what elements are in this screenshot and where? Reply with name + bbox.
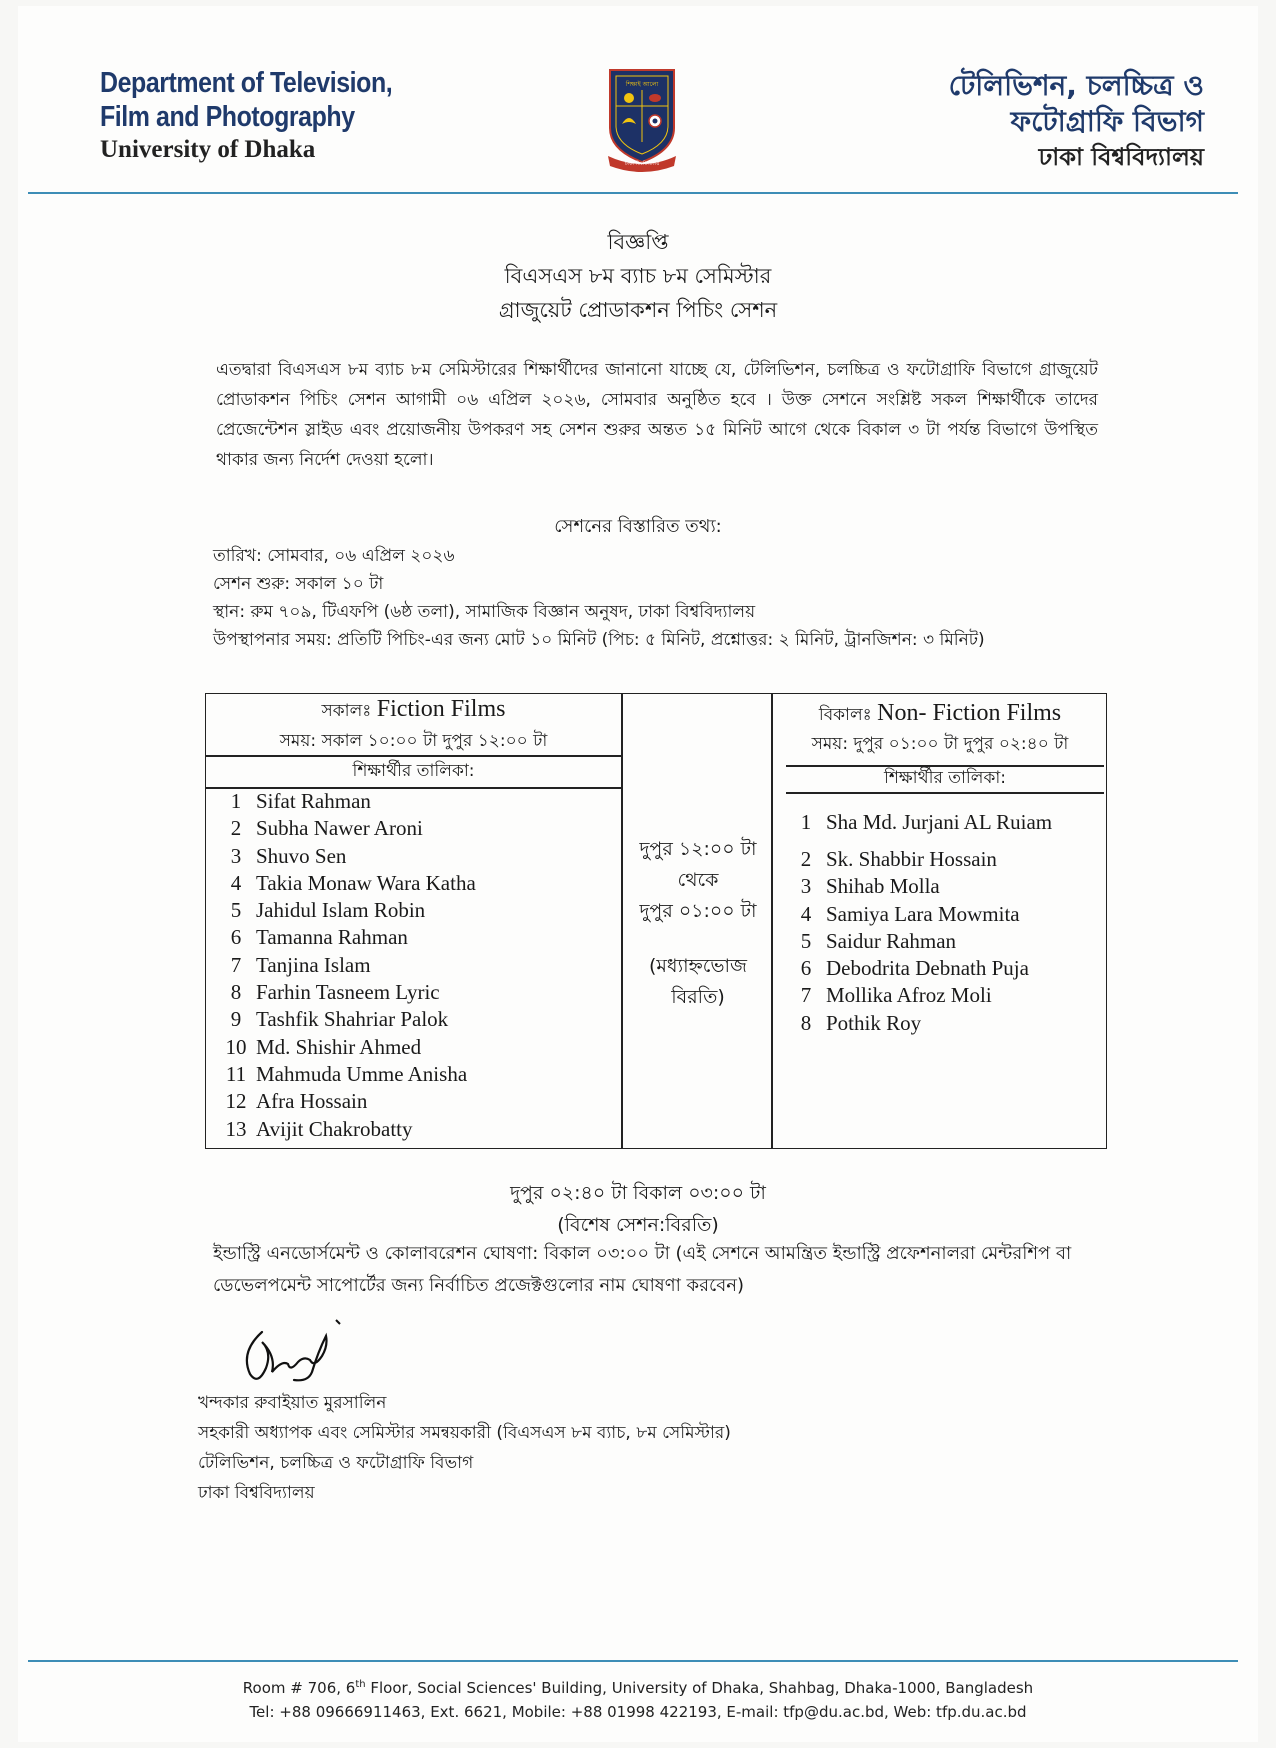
dept-name-bn-line2: ফটোগ্রাফি বিভাগ: [1010, 105, 1204, 138]
student-row: [786, 873, 1086, 900]
break-end: দুপুর ০১:০০ টা: [639, 900, 757, 922]
student-row: [216, 788, 616, 815]
student-name: Sifat Rahman: [256, 789, 371, 813]
student-row: [216, 897, 616, 924]
student-row: [786, 955, 1086, 982]
student-row: [216, 1088, 616, 1115]
student-number: 11: [225, 1061, 247, 1086]
student-row: [216, 979, 616, 1006]
dept-name-en-line1: Department of Television,: [100, 67, 393, 99]
morning-label-en: Fiction Films: [376, 696, 506, 722]
student-row: [216, 1061, 616, 1088]
student-number: 1: [800, 810, 812, 834]
logo-motto: শিক্ষাই আলো: [625, 81, 659, 88]
student-number: 8: [230, 980, 242, 1005]
detail-venue: স্থান: রুম ৭০৯, টিএফপি (৬ষ্ঠ তলা), সামাজিক বিজ্ঞান অনুষদ, ঢাকা বিশ্ববিদ্যালয়: [213, 602, 756, 622]
afternoon-label-en: Non- Fiction Films: [877, 700, 1062, 726]
student-row: [786, 846, 1086, 873]
break-from: থেকে: [677, 869, 719, 891]
student-number: 2: [230, 816, 242, 841]
student-row: [786, 1010, 1086, 1037]
notice-subtitle-session: গ্রাজুয়েট প্রোডাকশন পিচিং সেশন: [498, 298, 778, 322]
notice-titles: [0, 225, 1276, 327]
notice-body: এতদ্বারা বিএসএস ৮ম ব্যাচ ৮ম সেমিস্টারের শিক্ষার্থীদের জানানো যাচ্ছে যে, টেলিভিশন, চলচ্চিত্র ও ফটোগ্রাফি বিভাগে গ্রাজুয়েট প্রোডাকশন পিচিং সেশন আগামী ০৬ এপ্রিল ২০২৬, সোমবার অনুষ্ঠিত হবে । উক্ত সেশনে সংশ্লিষ্ট সকল শিক্ষার্থীকে তাদের প্রেজেন্টেশন স্লাইড এবং প্রয়োজনীয় উপকরণ সহ সেশন শুরুর অন্তত ১৫ মিনিট আগে থেকে বিকাল ৩ টা পর্যন্ত বিভাগে উপস্থিত থাকার জন্য নির্দেশ দেওয়া হলো।: [216, 360, 1098, 470]
student-row: [786, 901, 1086, 928]
university-name-bn: ঢাকা বিশ্ববিদ্যালয়: [1038, 143, 1204, 171]
morning-header: [206, 696, 621, 756]
student-name: Mollika Afroz Moli: [826, 983, 992, 1008]
student-row: [216, 952, 616, 979]
detail-date: তারিখ: সোমবার, ০৬ এপ্রিল ২০২৬: [213, 546, 455, 566]
session-details: [213, 542, 1113, 654]
university-name-en: University of Dhaka: [100, 136, 316, 163]
student-number: 7: [230, 952, 242, 977]
signatory-department: টেলিভিশন, চলচ্চিত্র ও ফটোগ্রাফি বিভাগ: [198, 1453, 474, 1473]
detail-start: সেশন শুরু: সকাল ১০ টা: [213, 574, 384, 594]
header-divider: [28, 192, 1238, 194]
morning-time: সময়: সকাল ১০:০০ টা দুপুর ১২:০০ টা: [279, 731, 548, 751]
student-row: [786, 798, 1086, 846]
morning-label-bn: সকালঃ: [321, 701, 372, 721]
student-name: Afra Hossain: [256, 1089, 368, 1114]
header-bengali: [764, 68, 1204, 174]
morning-student-list: [216, 788, 616, 1143]
signatory-university: ঢাকা বিশ্ববিদ্যালয়: [198, 1483, 315, 1503]
student-row: [216, 870, 616, 897]
student-row: [786, 928, 1086, 955]
header-english: [100, 66, 520, 164]
student-number: 10: [225, 1034, 247, 1059]
student-name: Saidur Rahman: [826, 928, 957, 953]
student-name: Mahmuda Umme Anisha: [256, 1061, 468, 1086]
special-session: [0, 1177, 1276, 1241]
student-number: 4: [800, 901, 812, 926]
afternoon-header: [774, 700, 1106, 759]
morning-list-heading: শিক্ষার্থীর তালিকা:: [352, 761, 475, 781]
student-number: 4: [230, 870, 242, 895]
student-number: 13: [225, 1116, 247, 1141]
afternoon-student-list: [786, 798, 1086, 1037]
afternoon-time: সময়: দুপুর ০১:০০ টা দুপুর ০২:৪০ টা: [811, 734, 1069, 754]
logo-banner-text: ঢাকা বিশ্ববিদ্যালয়: [624, 161, 660, 167]
student-row: [216, 1006, 616, 1033]
student-name: Md. Shishir Ahmed: [256, 1034, 422, 1059]
student-number: 6: [800, 956, 812, 981]
student-number: 3: [230, 843, 242, 868]
student-name: Shuvo Sen: [256, 843, 347, 868]
student-number: 3: [800, 874, 812, 899]
lamp-icon: [624, 93, 634, 103]
university-logo: [604, 66, 680, 172]
dept-name-bn-line1: টেলিভিশন, চলচ্চিত্র ও: [948, 69, 1204, 102]
student-row: [216, 815, 616, 842]
notice-subtitle-batch: বিএসএস ৮ম ব্যাচ ৮ম সেমিস্টার: [504, 264, 772, 288]
student-name: Samiya Lara Mowmita: [826, 901, 1020, 926]
special-session-note: (বিশেষ সেশন:বিরতি): [557, 1214, 719, 1236]
student-row: [216, 924, 616, 951]
student-number: 6: [230, 925, 242, 950]
break-note-2: বিরতি): [671, 986, 725, 1008]
student-name: Debodrita Debnath Puja: [826, 956, 1029, 981]
details-heading: সেশনের বিস্তারিত তথ্য:: [554, 516, 722, 537]
special-session-time: দুপুর ০২:৪০ টা বিকাল ০৩:০০ টা: [510, 1182, 766, 1204]
schedule-table: [205, 693, 1107, 1149]
student-number: 8: [800, 1010, 812, 1035]
student-name: Farhin Tasneem Lyric: [256, 980, 440, 1005]
student-number: 2: [800, 847, 812, 871]
student-name: Jahidul Islam Robin: [256, 898, 426, 923]
student-name: Tashfik Shahriar Palok: [256, 1007, 449, 1032]
lunch-break: [624, 834, 772, 1013]
dept-name-en-line2: Film and Photography: [100, 101, 355, 133]
footer-contact: Tel: +88 09666911463, Ext. 6621, Mobile: +88 01998 422193, E-mail: tfp@du.ac.bd, Web: tfp.du.ac.bd: [249, 1703, 1027, 1721]
signature: [232, 1312, 342, 1392]
student-number: 5: [230, 898, 242, 923]
student-row: [216, 1034, 616, 1061]
signatory-designation: সহকারী অধ্যাপক এবং সেমিস্টার সমন্বয়কারী (বিএসএস ৮ম ব্যাচ, ৮ম সেমিস্টার): [198, 1423, 731, 1443]
student-name: Tanjina Islam: [256, 952, 371, 977]
student-number: 5: [800, 928, 812, 953]
student-name: Tamanna Rahman: [256, 925, 408, 950]
signatory-name: খন্দকার রুবাইয়াত মুরসালিন: [198, 1393, 387, 1413]
student-name: Shihab Molla: [826, 874, 940, 899]
student-number: 7: [800, 983, 812, 1008]
footer-divider: [28, 1660, 1238, 1662]
student-number: 9: [230, 1007, 242, 1032]
signatory-block: [198, 1388, 958, 1508]
industry-announcement: ইন্ডাস্ট্রি এনডোর্সমেন্ট ও কোলাবরেশন ঘোষণা: বিকাল ০৩:০০ টা (এই সেশনে আমন্ত্রিত ইন্ডাস্ট্রি প্রফেশনালরা মেন্টরশিপ বা ডেভেলপমেন্ট সাপোর্টের জন্য নির্বাচিত প্রজেক্টগুলোর নাম ঘোষণা করবেন): [213, 1243, 1072, 1296]
student-number: 12: [225, 1089, 247, 1114]
student-name: Sk. Shabbir Hossain: [826, 847, 997, 871]
student-name: Subha Nawer Aroni: [256, 816, 423, 841]
footer-address: Room # 706, 6th Floor, Social Sciences' Building, University of Dhaka, Shahbag, Dhaka-1000, Bangladesh: [242, 1679, 1034, 1697]
detail-duration: উপস্থাপনার সময়: প্রতিটি পিচিং-এর জন্য মোট ১০ মিনিট (পিচ: ৫ মিনিট, প্রশ্নোত্তর: ২ মিনিট, ট্রানজিশন: ৩ মিনিট): [213, 630, 985, 650]
student-name: Avijit Chakrobatty: [256, 1116, 413, 1141]
student-row: [216, 843, 616, 870]
student-number: 1: [230, 789, 242, 813]
student-row: [786, 982, 1086, 1009]
break-note-1: (মধ্যাহ্নভোজ: [648, 955, 748, 977]
book-icon: [649, 94, 661, 102]
notice-title: বিজ্ঞপ্তি: [607, 230, 669, 254]
afternoon-list-heading: শিক্ষার্থীর তালিকা:: [883, 768, 1007, 788]
footer: [0, 1673, 1276, 1724]
student-name: Takia Monaw Wara Katha: [256, 870, 476, 895]
student-row: [216, 1116, 616, 1143]
student-name: Pothik Roy: [826, 1010, 922, 1035]
student-name: Sha Md. Jurjani AL Ruiam: [826, 810, 1053, 834]
afternoon-label-bn: বিকালঃ: [818, 705, 872, 725]
break-start: দুপুর ১২:০০ টা: [639, 838, 757, 860]
